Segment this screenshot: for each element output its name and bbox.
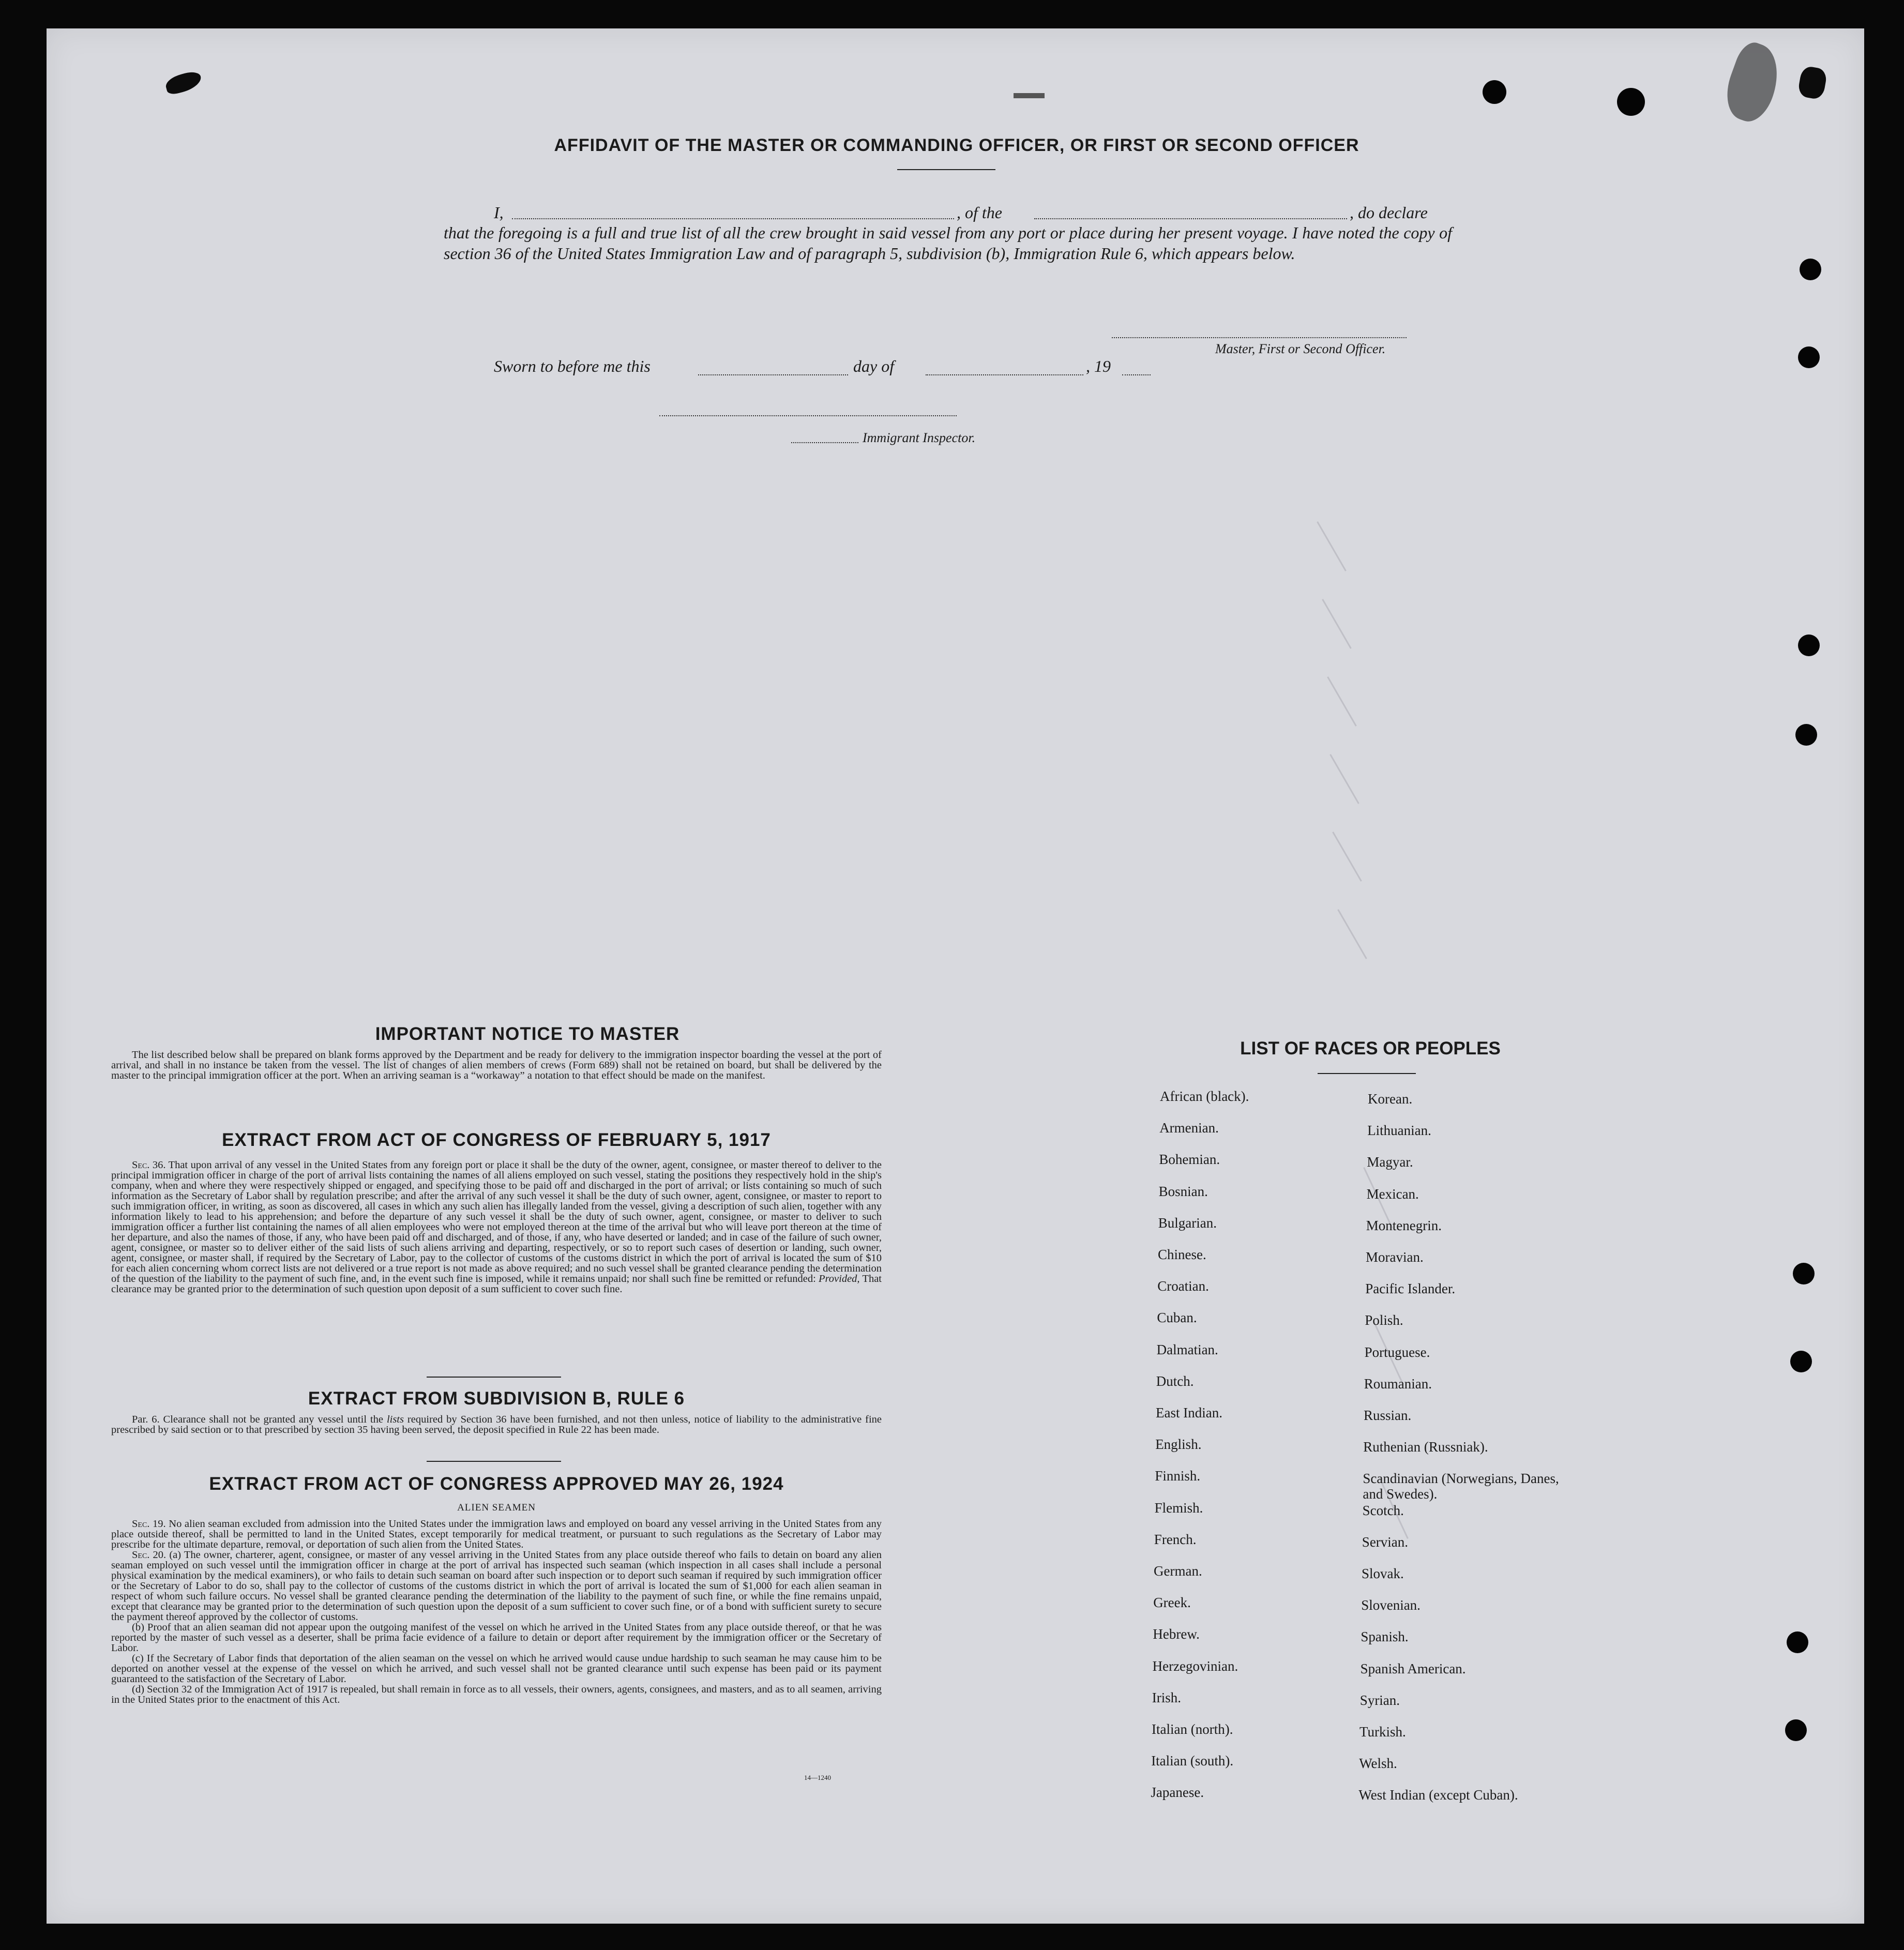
- sec20c-text: (c) If the Secretary of Labor finds that deportation of the alien seaman on the vessel on which he arrived would cause undue hardship to such seaman he may cause him to be deported on another vessel at the expense of the vessel on which he arrived, and such vessel shall not be granted clearance until such expense has been paid or its payment guaranteed to the satisfaction of the Secretary of Labor.: [111, 1653, 882, 1685]
- punch-hole: [1787, 1631, 1808, 1653]
- affidavit-title: AFFIDAVIT OF THE MASTER OR COMMANDING OFFICER, OR FIRST OR SECOND OFFICER: [554, 135, 1359, 155]
- master-signature-blank[interactable]: [1112, 337, 1407, 338]
- race-item: Turkish.: [1359, 1724, 1406, 1740]
- pencil-stroke: [1332, 832, 1362, 882]
- race-item: Portuguese.: [1364, 1344, 1430, 1360]
- race-item: Montenegrin.: [1366, 1217, 1442, 1233]
- punch-hole: [1800, 259, 1821, 280]
- sec20a-text: (a) The owner, charterer, agent, consignee, or master of any vessel arriving in the United States from any place outside thereof who fails to detain on board any alien seaman employed on such vessel until the immigration officer in charge at the port of arrival has inspected such seaman (which inspection in all cases shall include a personal physical examination by the medical examiners), or who fails to detain such seaman on board after such inspection or to deport such seaman if required by such immigration officer or the Secretary of Labor to do so, shall pay to the collector of customs of the customs district in which the port of arrival is located the sum of $1,000 for each alien seaman in respect of whom such failure occurs. No vessel shall be granted clearance pending the determination of the liability to the payment of such fine, or while the fine remains unpaid, except that clearance may be granted prior to the determination of such question upon the deposit of a sum sufficient to cover such fine, or of a bond with sufficient surety to secure the payment thereof approved by the collector of customs.: [111, 1549, 882, 1623]
- torn-corner: [1718, 38, 1788, 127]
- race-item: Slovenian.: [1361, 1597, 1421, 1613]
- race-item: Moravian.: [1366, 1249, 1424, 1265]
- sworn-text: Sworn to before me this: [494, 357, 651, 375]
- race-item: Roumanian.: [1364, 1375, 1432, 1392]
- affidavit-paragraph: that the foregoing is a full and true list of all the crew brought in said vessel from any port or place during her present voyage. I have noted the copy of section 36 of the United States Immigration Law and of paragraph 5, subdivision (b), Immigration Rule 6, which appears below.: [444, 223, 1452, 263]
- race-item: Armenian.: [1159, 1120, 1219, 1136]
- pencil-stroke: [1322, 599, 1352, 649]
- rule6-text-b: required by Section 36 have been furnished, and not then unless, notice of liability to the administrative fine prescribed by said section or to that prescribed by section 35 having been served, the deposit specified in Rule 22 has been made.: [111, 1414, 882, 1435]
- race-item: Servian.: [1362, 1534, 1409, 1550]
- race-item: Bulgarian.: [1158, 1215, 1217, 1231]
- races-divider: [1318, 1073, 1416, 1074]
- sec20d-text: (d) Section 32 of the Immigration Act of 1917 is repealed, but shall remain in force as to all vessels, their owners, agents, consignees, and masters, and as to all seamen, arriving in the United States prior to the enactment of this Act.: [111, 1684, 882, 1705]
- sec36-label: Sec. 36.: [132, 1159, 166, 1171]
- sec19-text: No alien seaman excluded from admission into the United States under the immigration laws and employed on board any vessel arriving in the United States from any place outside thereof, shall be permitted to land in the United States, except temporarily for medical treatment, or pursuant to such regulations as the Secretary of Labor may prescribe for the ultimate departure, removal, or deportation of such alien from the United States.: [111, 1518, 882, 1550]
- sworn-year: , 19: [1086, 357, 1111, 375]
- pencil-stroke: [1327, 676, 1357, 727]
- punch-hole: [1793, 1263, 1815, 1284]
- race-item: Spanish.: [1361, 1629, 1409, 1645]
- race-item: West Indian (except Cuban).: [1358, 1787, 1518, 1803]
- race-item: Scandinavian (Norwegians, Danes, and Swedes).: [1363, 1471, 1559, 1502]
- punch-hole: [1798, 634, 1820, 656]
- notice-body: [111, 1050, 882, 1081]
- extract-1924-title: EXTRACT FROM ACT OF CONGRESS APPROVED MAY 26, 1924: [209, 1474, 784, 1494]
- sec20b-text: (b) Proof that an alien seaman did not appear upon the outgoing manifest of the vessel on which he arrived in the United States from any place outside thereof, or that he was reported by the master of such vessel as a deserter, shall be prima facie evidence of a failure to detain or deport after requirement by the immigration officer or the Secretary of Labor.: [111, 1622, 882, 1654]
- sworn-month-blank[interactable]: [926, 374, 1083, 375]
- section-divider: [427, 1377, 561, 1378]
- sec36-tail: That clearance may be granted prior to the determination of such question upon deposit of a sum sufficient to cover such fine.: [111, 1273, 882, 1295]
- punch-hole: [1617, 88, 1645, 116]
- affidavit-do-declare: , do declare: [1350, 203, 1428, 222]
- race-item: Greek.: [1153, 1595, 1191, 1611]
- form-number: 14—1240: [804, 1774, 831, 1781]
- rule6-text-a: Par. 6. Clearance shall not be granted any vessel until the: [132, 1414, 383, 1425]
- race-item: East Indian.: [1156, 1405, 1222, 1420]
- race-item: Finnish.: [1155, 1468, 1201, 1484]
- rule6-title: EXTRACT FROM SUBDIVISION B, RULE 6: [308, 1388, 685, 1409]
- pencil-stroke: [1317, 521, 1347, 571]
- race-item: Bosnian.: [1158, 1183, 1208, 1199]
- race-item: Irish.: [1152, 1689, 1182, 1705]
- title-divider: [897, 169, 995, 170]
- provided-word: Provided,: [819, 1273, 860, 1284]
- race-item: Bohemian.: [1159, 1152, 1220, 1168]
- section-divider: [427, 1461, 561, 1462]
- race-item: French.: [1154, 1531, 1197, 1547]
- race-item: Slovak.: [1362, 1566, 1404, 1581]
- races-title: LIST OF RACES OR PEOPLES: [1240, 1038, 1501, 1059]
- race-item: Ruthenian (Russniak).: [1363, 1439, 1488, 1455]
- punch-hole: [1483, 80, 1506, 104]
- vessel-blank[interactable]: [1034, 218, 1347, 219]
- race-item: Italian (north).: [1152, 1721, 1233, 1737]
- sworn-year-blank[interactable]: [1122, 374, 1151, 375]
- race-item: Croatian.: [1157, 1278, 1209, 1294]
- race-item: Russian.: [1364, 1408, 1412, 1423]
- race-item: Polish.: [1365, 1312, 1403, 1328]
- race-item: Welsh.: [1359, 1756, 1397, 1772]
- punch-hole: [1790, 1351, 1812, 1372]
- notice-title: IMPORTANT NOTICE TO MASTER: [375, 1024, 680, 1044]
- race-item: Magyar.: [1367, 1154, 1413, 1170]
- race-item: Dutch.: [1156, 1373, 1194, 1389]
- rule6-body: [111, 1414, 882, 1435]
- sworn-day-blank[interactable]: [698, 374, 848, 375]
- sec20-label: Sec. 20.: [132, 1549, 167, 1561]
- sec36-text: That upon arrival of any vessel in the United States from any foreign port or place it shall be the duty of the owner, agent, consignee, or master thereof to deliver to the principal immigration officer in charge of the port of arrival lists containing the names of all aliens employed on such vessel, stating the positions they respectively hold in the ship's company, when and where they were respectively shipped or engaged, and specifying those to be paid off and discharged in the port of arrival; or lists containing so much of such information as the Secretary of Labor shall by regulation prescribe; and after the arrival of any such vessel it shall be the duty of such owner, agent, consignee, or master to report to such immigration officer, in writing, as soon as discovered, all cases in which any such alien has illegally landed from the vessel, giving a description of such alien, together with any information likely to lead to his apprehension; and before the departure of any such vessel it shall be the duty of such owner, agent, consignee, or master to deliver to such immigration officer a further list containing the names of all alien employees who were not employed thereon at the time of the arrival but who will leave port thereon at the time of her departure, and also the names of those, if any, who have been paid off and discharged, and of those, if any, who have deserted or landed; and in case of the failure of such owner, agent, consignee, or master so to deliver either of the said lists of such aliens arriving and departing, respectively, or so to report such cases of desertion or landing, such owner, agent, consignee, or master shall, if required by the Secretary of Labor, pay to the collector of customs of the customs district in which the port of arrival is located the sum of $10 for each alien concerning whom correct lists are not delivered or a true report is not made as above required; and no such vessel shall be granted clearance pending the determination of the question of the liability to the payment of such fine, and, in the event such fine is imposed, while it remains unpaid; nor shall such fine be remitted or refunded:: [111, 1159, 882, 1284]
- race-item: Chinese.: [1158, 1247, 1206, 1262]
- race-item: Herzegovinian.: [1152, 1658, 1238, 1674]
- race-item: Japanese.: [1151, 1785, 1204, 1801]
- punch-hole: [1785, 1719, 1807, 1741]
- punch-hole: [1795, 724, 1817, 746]
- staple-mark: [1014, 93, 1045, 98]
- lists-word: lists: [386, 1414, 404, 1425]
- inspector-signature-blank[interactable]: [659, 415, 957, 416]
- notice-text: The list described below shall be prepared on blank forms approved by the Department and be ready for delivery to the immigration inspector boarding the vessel at the port of arrival, and shall in no instance be taken from the vessel. The list of changes of alien members of crews (Form 689) shall not be retained on board, but shall be delivered by the master to the principal immigration officer at the port. When an arriving seaman is a “workaway” a notation to that effect should be made on the manifest.: [111, 1049, 882, 1081]
- pencil-stroke: [1329, 754, 1359, 804]
- race-item: Cuban.: [1157, 1310, 1197, 1326]
- affidavit-i: I,: [494, 203, 504, 222]
- affidavit-of-the: , of the: [957, 203, 1002, 222]
- race-item: Korean.: [1368, 1091, 1413, 1107]
- race-item: Flemish.: [1154, 1500, 1203, 1516]
- ink-blot: [164, 70, 203, 96]
- punch-hole: [1798, 346, 1820, 368]
- race-item: Dalmatian.: [1156, 1341, 1218, 1357]
- extract-1924-body: [111, 1519, 882, 1705]
- race-item: Italian (south).: [1151, 1753, 1234, 1769]
- race-item: Spanish American.: [1360, 1660, 1466, 1676]
- race-item: Mexican.: [1366, 1186, 1419, 1202]
- inspector-dash-lead: [791, 442, 858, 443]
- torn-corner: [1797, 65, 1828, 100]
- pencil-stroke: [1337, 909, 1367, 959]
- sec19-label: Sec. 19.: [132, 1518, 166, 1530]
- race-item: Scotch.: [1362, 1502, 1404, 1518]
- extract-1917-title: EXTRACT FROM ACT OF CONGRESS OF FEBRUARY 5, 1917: [222, 1130, 771, 1150]
- race-item: African (black).: [1160, 1089, 1249, 1104]
- name-blank[interactable]: [512, 218, 954, 219]
- race-item: German.: [1154, 1563, 1202, 1579]
- race-item: Hebrew.: [1153, 1626, 1200, 1642]
- race-item: Pacific Islander.: [1365, 1281, 1456, 1297]
- master-signature-label: Master, First or Second Officer.: [1215, 341, 1386, 356]
- race-item: Syrian.: [1359, 1692, 1400, 1708]
- alien-seamen-subtitle: ALIEN SEAMEN: [457, 1502, 536, 1513]
- race-item: English.: [1155, 1437, 1202, 1453]
- race-item: Lithuanian.: [1367, 1123, 1431, 1139]
- inspector-label: Immigrant Inspector.: [863, 430, 976, 445]
- extract-1917-body: [111, 1160, 882, 1294]
- sworn-day-of: day of: [853, 357, 895, 375]
